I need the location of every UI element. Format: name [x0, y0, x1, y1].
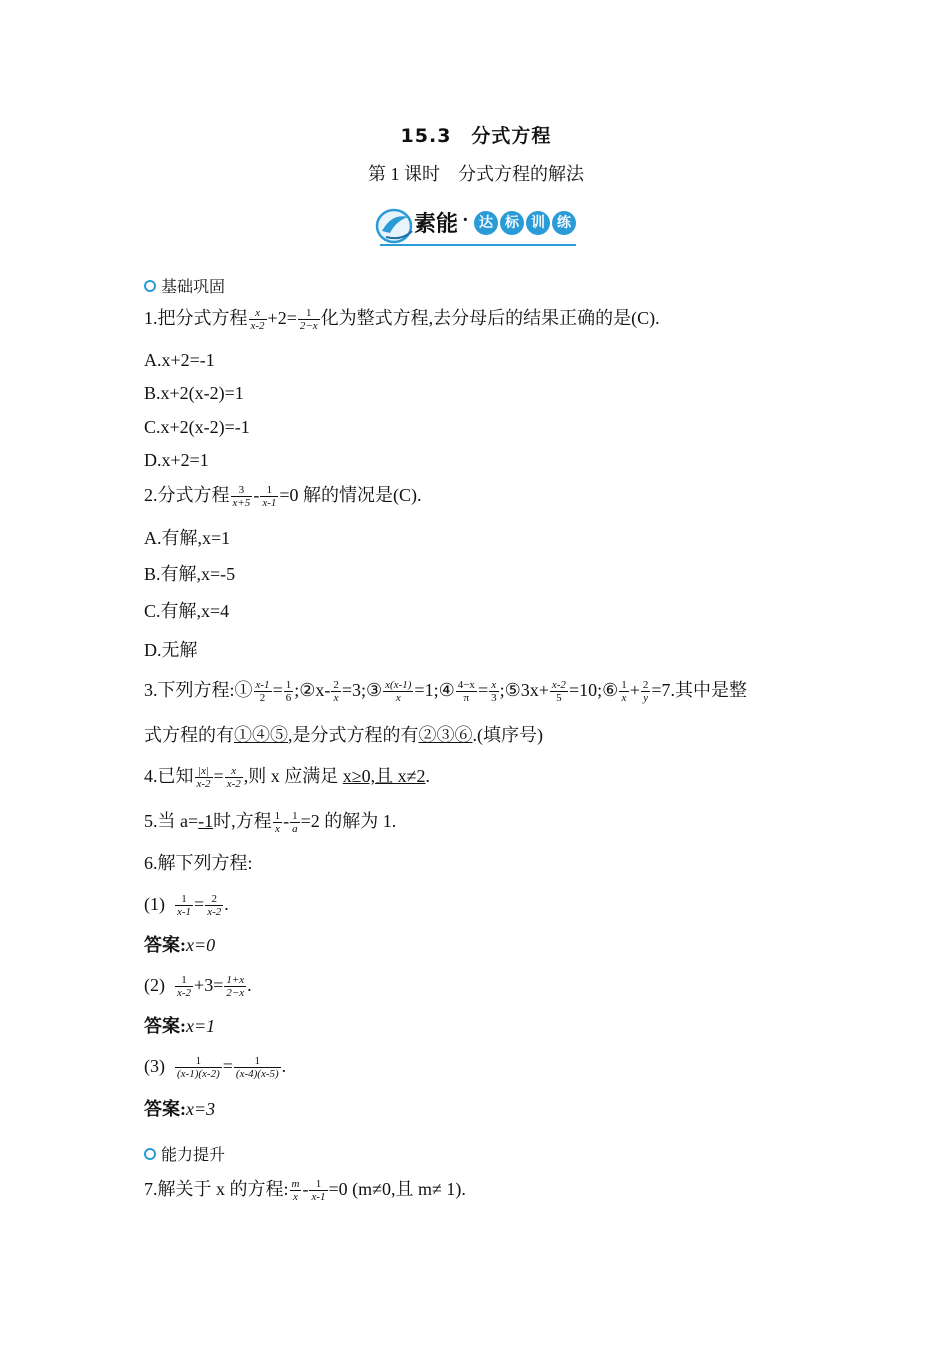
option: B.x+2(x-2)=1 [144, 383, 244, 403]
fraction: $\frac{1}{x-1}$ [262, 484, 277, 510]
question-5: 5.当 a=-1时,方程 $\frac{1}{x}$ - $\frac{1}{a}$ =2 的解为 1. [144, 810, 397, 836]
fraction: $\frac{m}{x}$ [291, 1178, 300, 1204]
answer-1 [144, 934, 215, 956]
question-3-cont: 式方程的有①④⑤,是分式方程的有②③⑥.(填序号) [144, 725, 543, 745]
circle-bullet-icon [144, 280, 156, 292]
banner-char: 练 [552, 211, 576, 235]
question-text: 3.下列方程:① [144, 680, 253, 700]
option: A.x+2=-1 [144, 350, 215, 370]
question-6: 6.解下列方程: [144, 853, 253, 873]
fraction: $\frac{2}{x}$ [333, 679, 339, 705]
fraction: $\frac{x-1}{2}$ [255, 679, 270, 705]
fraction: $\frac{4-x}{\pi}$ [457, 679, 475, 705]
fraction: $\frac{1}{(x-1)(x-2)}$ [177, 1055, 220, 1081]
fraction: $\frac{2}{x-2}$ [207, 893, 222, 919]
fraction: $\frac{1}{6}$ [285, 679, 292, 705]
sub-question-2: (2) $\frac{1}{x-2}$ +3= $\frac{1+x}{2-x}$ . [144, 974, 252, 1000]
question-text: 1.把分式方程 [144, 308, 248, 328]
answer-value: x=1 [186, 1016, 216, 1036]
fraction: $\frac{2}{y}$ [642, 679, 649, 705]
fraction: $\frac{1}{a}$ [292, 810, 298, 836]
question-text: =0 解的情况是(C). [279, 485, 422, 505]
fraction: $\frac{x}{x-2}$ [226, 765, 241, 791]
question-text: 2.分式方程 [144, 485, 230, 505]
option: D.无解 [144, 640, 198, 660]
section-heading-advanced [144, 1142, 225, 1165]
answer-value: x=3 [186, 1099, 216, 1119]
question-text: 化为整式方程,去分母后的结果正确的是(C). [320, 308, 660, 328]
answer-2 [144, 1015, 215, 1037]
question-4: 4.已知 $\frac{|x|}{x-2}$ = $\frac{x}{x-2}$ ,则 x 应满足 x≥0,且 x≠2. [144, 765, 431, 791]
lesson-subtitle: 第 1 课时 分式方程的解法 [368, 164, 584, 184]
answer-label: 答案: [144, 1016, 186, 1036]
fraction: $\frac{1}{x-1}$ [177, 893, 192, 919]
option: B.有解,x=-5 [144, 564, 236, 584]
answer-blank: ①④⑤ [234, 725, 288, 745]
question-2: 2.分式方程 $\frac{3}{x+5}$ - $\frac{1}{x-1}$ =0 解的情况是(C). [144, 484, 422, 510]
banner-char: 标 [500, 211, 524, 235]
fraction: $\frac{x-2}{5}$ [551, 679, 566, 705]
sub-question-3: (3) $\frac{1}{(x-1)(x-2)}$ = $\frac{1}{(x-4)(x-5)}$ . [144, 1055, 287, 1081]
sub-question-1: (1) $\frac{1}{x-1}$ = $\frac{2}{x-2}$ . [144, 893, 229, 919]
fraction: $\frac{1+x}{2-x}$ [226, 974, 245, 1000]
section-heading-basic [144, 274, 225, 297]
option: D.x+2=1 [144, 450, 209, 470]
option: C.x+2(x-2)=-1 [144, 417, 250, 437]
option: C.有解,x=4 [144, 601, 230, 621]
section-banner [372, 201, 584, 247]
banner-title: 素能 [414, 212, 459, 237]
banner-char: 达 [474, 211, 498, 235]
banner-dot: · [462, 209, 469, 231]
answer-3 [144, 1098, 215, 1120]
answer-value: x=0 [186, 935, 216, 955]
answer-blank: ②③⑥ [418, 725, 473, 745]
question-text: =7.其中是整 [651, 680, 748, 700]
question-3: 3.下列方程:① $\frac{x-1}{2}$ = $\frac{1}{6}$ ;②x- $\frac{2}{x}$ =3;③ $\frac{x(x-1)}{x}$ =1;④ $\frac{4-x}{\pi}$ = $\frac{x}{3}$ ;⑤3x+ $\frac{x-2}{5}$ =10;⑥ $\frac{1}{x}$ + $\frac{2}{y}$ =7.其中是整 [144, 679, 748, 705]
banner-char: 训 [526, 211, 550, 235]
section-label: 基础巩固 [161, 277, 226, 296]
fraction: $\frac{1}{x}$ [274, 810, 281, 836]
circle-bullet-icon [144, 1148, 156, 1160]
question-1 [144, 307, 660, 332]
fraction: $\frac{x(x-1)}{x}$ [385, 679, 412, 705]
question-text: +2= [267, 308, 297, 328]
answer-blank: x≥0,且 x≠2 [342, 766, 426, 786]
page-title: 15.3 分式方程 [400, 125, 552, 147]
fraction: $\frac{|x|}{x-2}$ [196, 765, 211, 791]
fraction: $\frac{1}{x-2}$ [177, 974, 192, 1000]
answer-label: 答案: [144, 1099, 186, 1119]
section-label: 能力提升 [161, 1145, 226, 1164]
fraction: $\frac{1}{x-1}$ [311, 1178, 326, 1204]
fraction: $\frac{x}{3}$ [491, 679, 497, 705]
fraction: $\frac{3}{x+5}$ [232, 484, 251, 510]
fraction: $\frac{1}{x}$ [621, 679, 627, 705]
answer-blank: -1 [198, 811, 214, 831]
fraction: $\frac{1}{2-x}$ [299, 307, 318, 333]
option: A.有解,x=1 [144, 528, 231, 548]
answer-label: 答案: [144, 935, 186, 955]
fraction: $\frac{1}{(x-4)(x-5)}$ [235, 1055, 279, 1081]
question-7: 7.解关于 x 的方程: $\frac{m}{x}$ - $\frac{1}{x-1}$ =0 (m≠0,且 m≠ 1). [144, 1178, 466, 1204]
fraction: $\frac{x}{x-2}$ [250, 307, 265, 333]
